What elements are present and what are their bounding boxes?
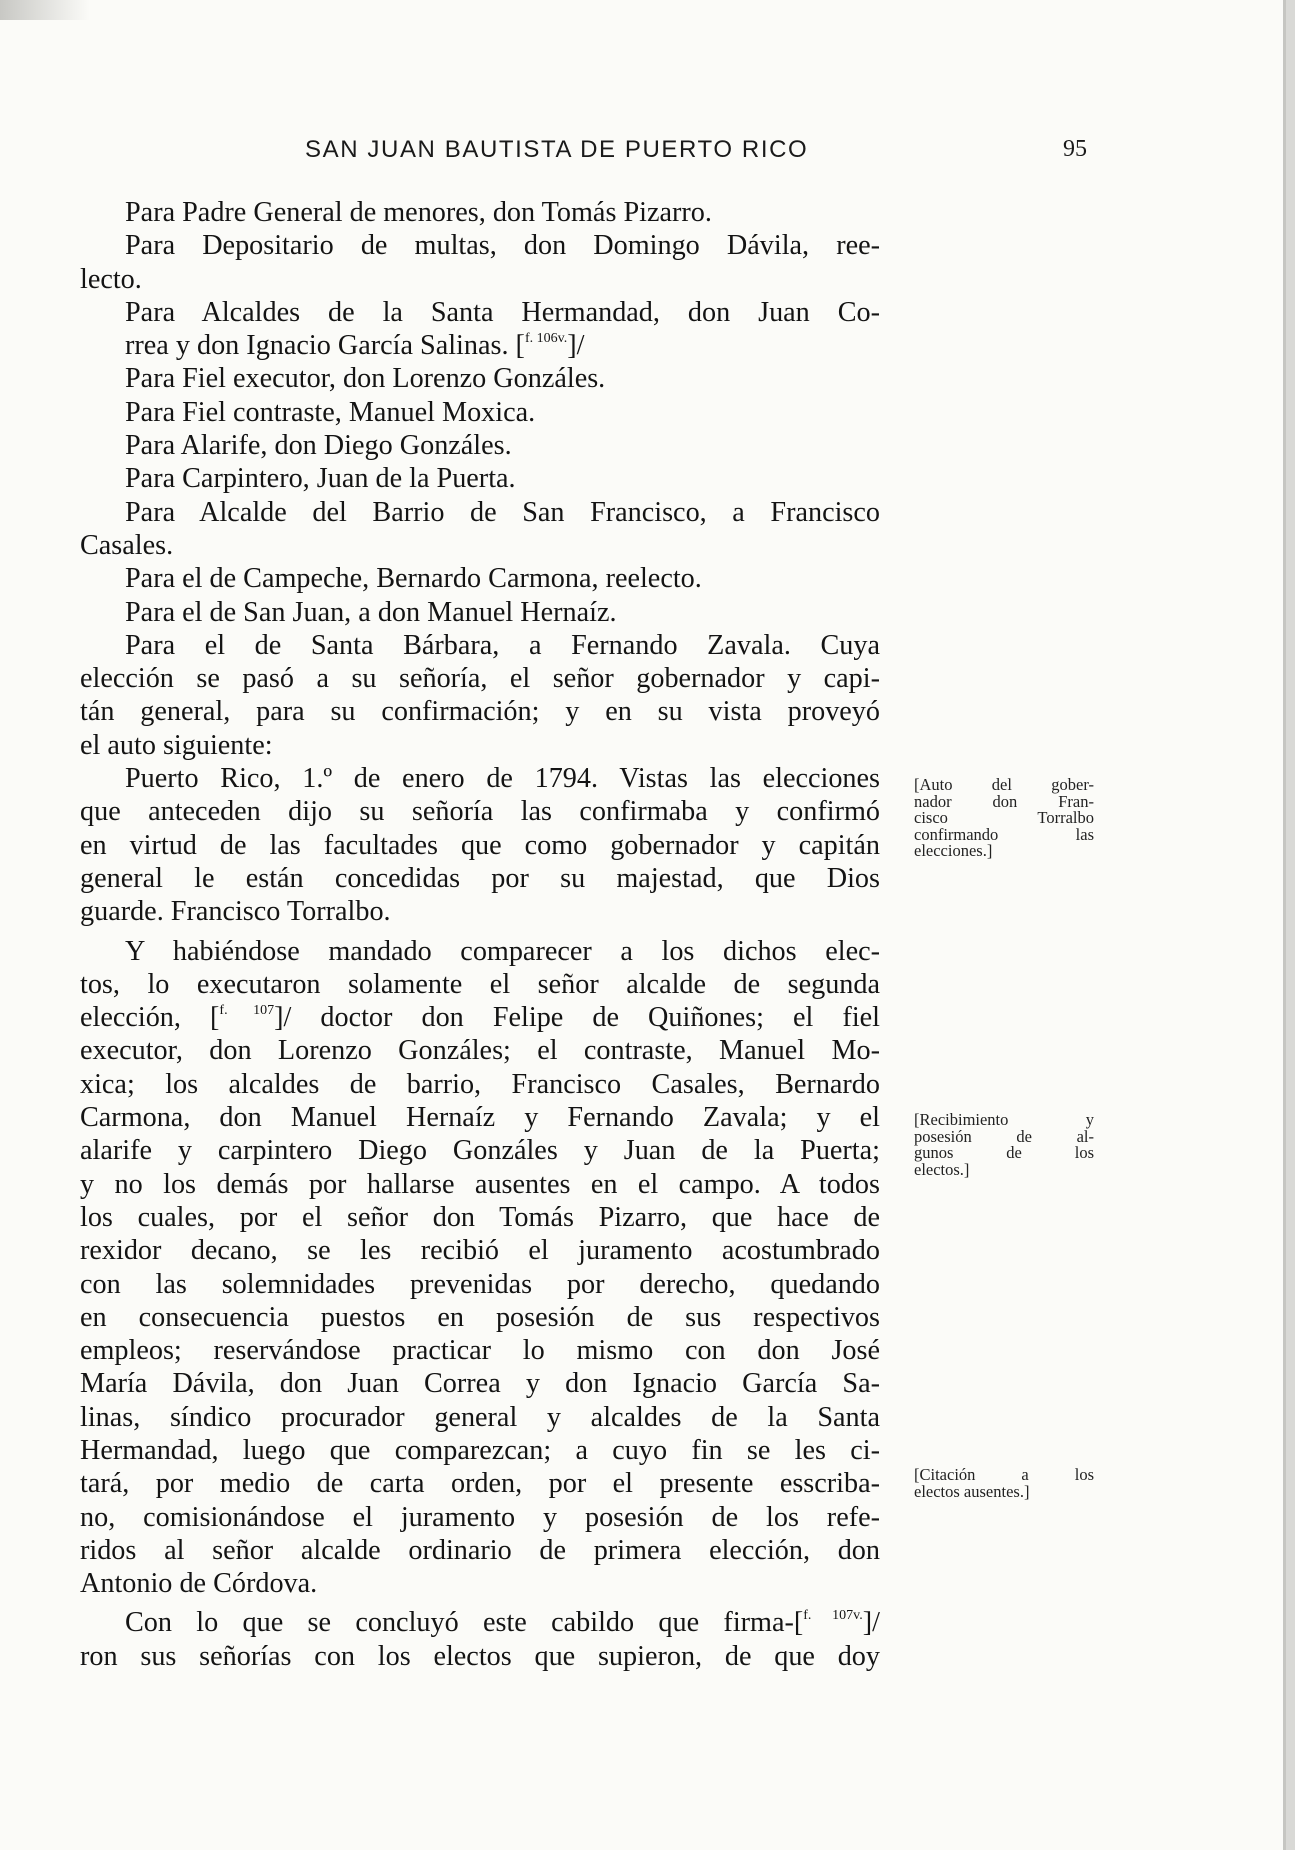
text-line: guarde. Francisco Torralbo. — [80, 896, 391, 928]
text-line: alarife y carpintero Diego Gonzáles y Juan de la Puerta; — [80, 1135, 880, 1167]
text-line: Hermandad, luego que comparezcan; a cuyo fin se les ci- — [80, 1434, 880, 1466]
note-line: electos ausentes.] — [914, 1481, 1030, 1501]
folio-reference: f. 107v. — [803, 1608, 863, 1624]
margin-note-auto-gobernador — [914, 777, 1094, 860]
text-line: tos, lo executaron solamente el señor alcalde de segunda — [80, 968, 880, 1000]
page-number: 95 — [1063, 136, 1087, 162]
note-line: nador don Fran- — [914, 791, 1094, 811]
text-line: Para el de Campeche, Bernardo Carmona, reelecto. — [125, 563, 702, 595]
text-segment: rrea y don Ignacio García Salinas. [ — [125, 330, 525, 362]
text-line: ridos al señor alcalde ordinario de primera elección, don — [80, 1534, 880, 1566]
text-line: con las solemnidades prevenidas por derecho, quedando — [80, 1268, 880, 1300]
text-line: tará, por medio de carta orden, por el presente esscriba- — [80, 1468, 880, 1500]
text-line: tán general, para su confirmación; y en su vista proveyó — [80, 696, 880, 728]
note-line: [Citación a los — [914, 1465, 1094, 1484]
text-line: el auto siguiente: — [80, 729, 273, 761]
text-line: Puerto Rico, 1.º de enero de 1794. Vistas las elecciones — [125, 763, 880, 795]
text-segment: Con lo que se concluyó este cabildo que firma-[ — [125, 1607, 804, 1639]
text-line: Casales. — [80, 529, 174, 561]
note-line: elecciones.] — [914, 841, 993, 860]
text-line: lecto. — [80, 263, 142, 295]
text-line: general le están concedidas por su majestad, que Dios — [80, 862, 880, 894]
text-segment: ]/ — [567, 330, 585, 362]
text-segment: ]/ doctor don Felipe de Quiñones; el fiel — [274, 1002, 880, 1034]
scan-edge-shadow — [0, 0, 90, 20]
margin-note-recibimiento — [914, 1112, 1094, 1178]
text-line — [80, 1606, 880, 1639]
text-line: Para el de Santa Bárbara, a Fernando Zavala. Cuya — [125, 629, 880, 661]
text-line: que anteceden dijo su señoría las confirmaba y confirmó — [80, 796, 880, 828]
note-line: gunos de los — [914, 1143, 1094, 1162]
text-line: Antonio de Córdova. — [80, 1568, 318, 1600]
note-line: electos.] — [914, 1159, 970, 1179]
text-line — [80, 329, 880, 362]
note-line: cisco Torralbo — [914, 808, 1094, 827]
text-line: empleos; reservándose practicar lo mismo con don José — [80, 1335, 880, 1367]
text-line: no, comisionándose el juramento y posesión de los refe- — [80, 1501, 880, 1533]
text-line: Para el de San Juan, a don Manuel Hernaíz. — [125, 596, 617, 628]
text-line: ron sus señorías con los electos que supieron, de que doy — [80, 1640, 880, 1672]
text-line: xica; los alcaldes de barrio, Francisco Casales, Bernardo — [80, 1068, 880, 1100]
text-line: en consecuencia puestos en posesión de sus respectivos — [80, 1301, 880, 1333]
page-header — [0, 136, 1283, 170]
note-line: [Recibimiento y — [914, 1110, 1094, 1129]
folio-reference: f. 106v. — [524, 331, 568, 347]
text-line: executor, don Lorenzo Gonzáles; el contraste, Manuel Mo- — [80, 1035, 880, 1067]
note-line: [Auto del gober- — [914, 775, 1094, 794]
text-line: Para Alcalde del Barrio de San Francisco, a Francisco — [125, 496, 880, 528]
margin-note-citacion — [914, 1467, 1094, 1500]
text-line: María Dávila, don Juan Correa y don Ignacio García Sa- — [80, 1368, 880, 1400]
text-segment: elección, [ — [80, 1002, 220, 1034]
running-title: SAN JUAN BAUTISTA DE PUERTO RICO — [305, 136, 809, 163]
text-line: Para Alarife, don Diego Gonzáles. — [125, 430, 512, 462]
text-line: elección se pasó a su señoría, el señor gobernador y capi- — [80, 663, 880, 695]
text-line: Carmona, don Manuel Hernaíz y Fernando Zavala; y el — [80, 1102, 880, 1134]
text-line: Y habiéndose mandado comparecer a los dichos elec- — [125, 935, 880, 967]
text-line: Para Padre General de menores, don Tomás Pizarro. — [125, 197, 712, 228]
note-line: confirmando las — [914, 824, 1094, 844]
text-line: en virtud de las facultades que como gobernador y capitán — [80, 829, 880, 861]
text-line — [80, 1001, 880, 1034]
note-line: posesión de al- — [914, 1126, 1094, 1146]
text-line: rexidor decano, se les recibió el juramento acostumbrado — [80, 1235, 880, 1267]
text-line: Para Carpintero, Juan de la Puerta. — [125, 463, 516, 495]
body-text — [80, 196, 880, 1673]
text-line: y no los demás por hallarse ausentes en el campo. A todos — [80, 1168, 880, 1200]
text-line: linas, síndico procurador general y alcaldes de la Santa — [80, 1401, 880, 1433]
text-segment: ]/ — [862, 1607, 880, 1639]
text-line: Para Fiel contraste, Manuel Moxica. — [125, 396, 536, 428]
text-line: Para Fiel executor, don Lorenzo Gonzáles. — [125, 363, 606, 395]
text-line: Para Depositario de multas, don Domingo Dávila, ree- — [125, 230, 880, 262]
text-line: los cuales, por el señor don Tomás Pizarro, que hace de — [80, 1201, 880, 1233]
folio-reference: f. 107 — [219, 1003, 275, 1019]
text-line: Para Alcaldes de la Santa Hermandad, don Juan Co- — [125, 296, 880, 328]
